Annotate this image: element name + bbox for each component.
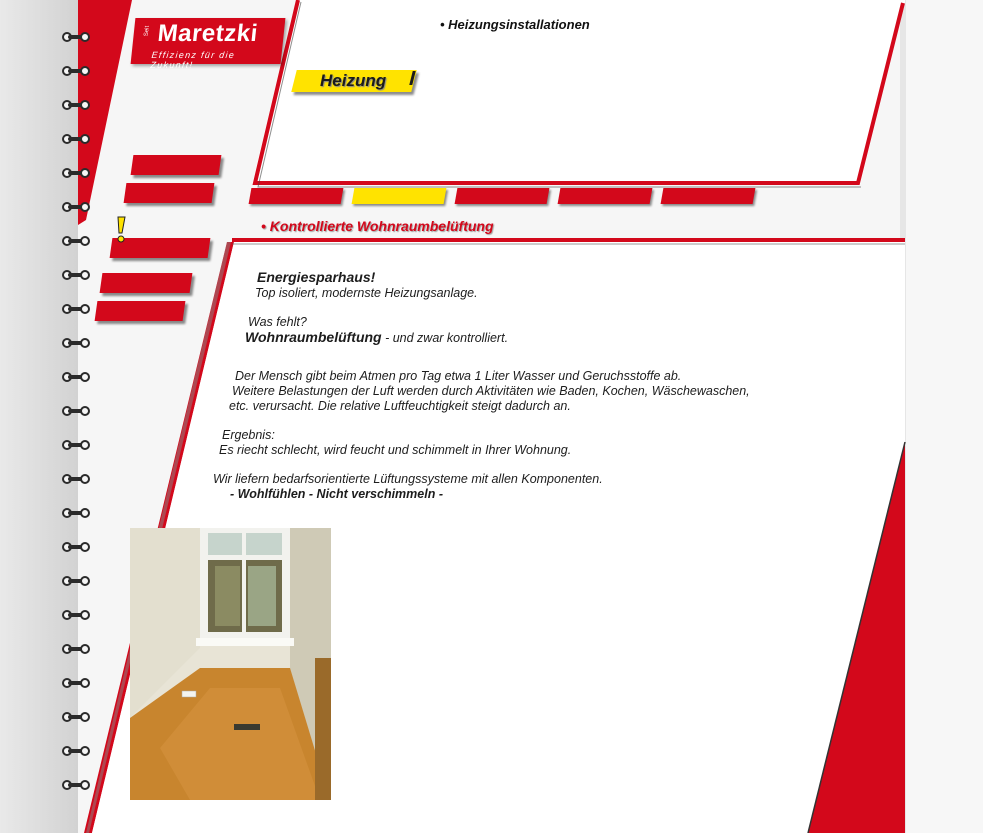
answer-bold: Wohnraumbelüftung bbox=[245, 329, 382, 345]
answer-rest: - und zwar kontrolliert. bbox=[381, 331, 509, 345]
content-line1: Top isoliert, modernste Heizungsanlage. bbox=[255, 286, 478, 300]
brand-logo[interactable] bbox=[131, 18, 286, 70]
side-button-4[interactable] bbox=[100, 273, 193, 293]
spiral-ring-icon bbox=[62, 168, 90, 178]
spiral-ring-icon bbox=[62, 236, 90, 246]
logo-small-mark: Seit bbox=[143, 25, 151, 37]
spiral-ring-icon bbox=[62, 746, 90, 756]
room-photo bbox=[130, 528, 331, 800]
nav-tab-2-active[interactable] bbox=[352, 188, 447, 204]
content-result-label: Ergebnis: bbox=[222, 428, 275, 442]
nav-tab-1[interactable] bbox=[249, 188, 344, 204]
spiral-ring-icon bbox=[62, 100, 90, 110]
spiral-ring-icon bbox=[62, 202, 90, 212]
content-slogan: - Wohlfühlen - Nicht verschimmeln - bbox=[230, 487, 443, 501]
nav-tab-3[interactable] bbox=[455, 188, 550, 204]
content-headline: Energiesparhaus! bbox=[257, 269, 376, 285]
section-title: • Kontrollierte Wohnraumbelüftung bbox=[261, 218, 494, 234]
category-button-label: Heizung bbox=[320, 71, 387, 90]
spiral-ring-icon bbox=[62, 134, 90, 144]
content-para1: Der Mensch gibt beim Atmen pro Tag etwa 1 Liter Wasser und Geruchsstoffe ab. bbox=[235, 369, 682, 383]
spiral-ring-icon bbox=[62, 406, 90, 416]
spiral-ring-icon bbox=[62, 780, 90, 790]
nav-tab-4[interactable] bbox=[558, 188, 653, 204]
spiral-ring-icon bbox=[62, 610, 90, 620]
logo-wordmark: Maretzki bbox=[156, 20, 260, 47]
spiral-ring-icon bbox=[62, 372, 90, 382]
side-button-5[interactable] bbox=[95, 301, 186, 321]
spiral-ring-icon bbox=[62, 474, 90, 484]
spiral-ring-icon bbox=[62, 576, 90, 586]
spiral-ring-icon bbox=[62, 678, 90, 688]
content-result-text: Es riecht schlecht, wird feucht und schimmelt in Ihrer Wohnung. bbox=[219, 443, 572, 457]
content-para3: etc. verursacht. Die relative Luftfeuchtigkeit steigt dadurch an. bbox=[229, 399, 571, 413]
spiral-ring-icon bbox=[62, 270, 90, 280]
spiral-ring-icon bbox=[62, 542, 90, 552]
side-button-1[interactable] bbox=[131, 155, 222, 175]
spiral-ring-icon bbox=[62, 508, 90, 518]
spiral-ring-icon bbox=[62, 32, 90, 42]
breadcrumb: • Heizungsinstallationen bbox=[440, 17, 590, 32]
spiral-ring-icon bbox=[62, 66, 90, 76]
spiral-ring-icon bbox=[62, 440, 90, 450]
exclamation-icon bbox=[114, 216, 130, 244]
nav-tab-5[interactable] bbox=[661, 188, 756, 204]
spiral-ring-icon bbox=[62, 712, 90, 722]
spiral-ring-icon bbox=[62, 304, 90, 314]
spiral-ring-icon bbox=[62, 644, 90, 654]
spiral-ring-icon bbox=[62, 338, 90, 348]
content-offer: Wir liefern bedarfsorientierte Lüftungssysteme mit allen Komponenten. bbox=[213, 472, 603, 486]
side-button-2[interactable] bbox=[124, 183, 215, 203]
content-para2: Weitere Belastungen der Luft werden durch Aktivitäten wie Baden, Kochen, Wäschewaschen, bbox=[232, 384, 750, 398]
logo-tagline: Effizienz für die Zukunft! bbox=[149, 50, 236, 70]
content-question: Was fehlt? bbox=[248, 315, 307, 329]
content-answer bbox=[245, 329, 508, 345]
